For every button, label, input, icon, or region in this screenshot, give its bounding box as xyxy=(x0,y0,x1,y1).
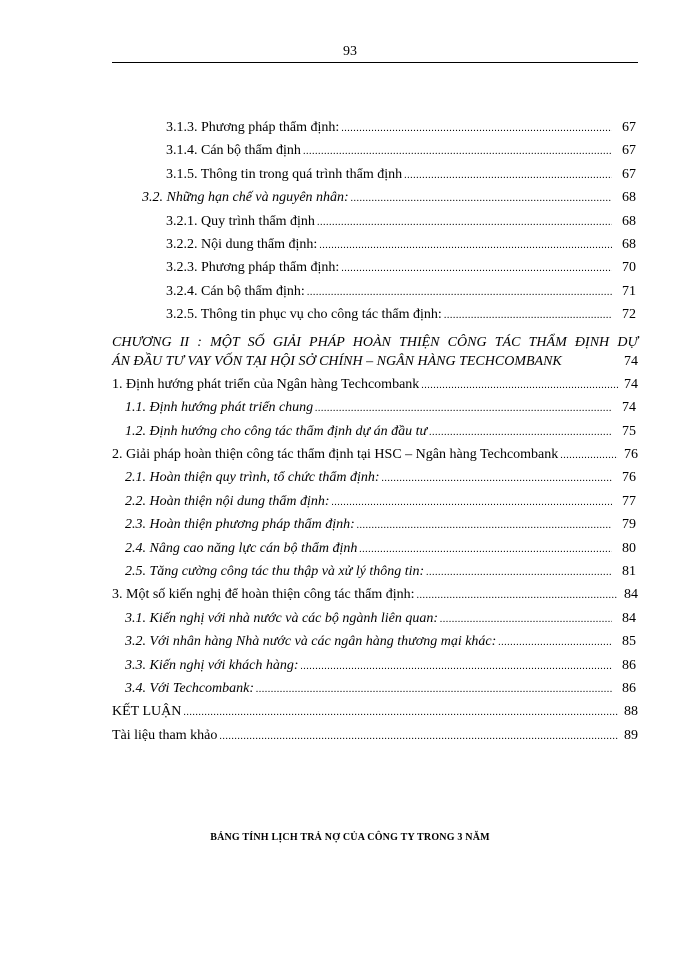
toc-entry-label: 2.5. Tăng cường công tác thu thập và xử lý thông tin: xyxy=(125,564,425,580)
dot-leader xyxy=(444,310,612,321)
toc-entry-label: 3.2.5. Thông tin phục vụ cho công tác thẩm định: xyxy=(166,307,442,323)
dot-leader xyxy=(303,146,612,157)
toc-entry-3-2-1[interactable] xyxy=(112,214,638,237)
toc-entry-label: 2.4. Nâng cao năng lực cán bộ thẩm định xyxy=(125,540,358,556)
toc-entry-label: 3.2.4. Cán bộ thẩm định: xyxy=(166,283,305,299)
toc-entry-page: 74 xyxy=(624,376,638,392)
toc-entry-label: 2.3. Hoàn thiện phương pháp thẩm định: xyxy=(125,517,355,533)
dot-leader xyxy=(417,590,618,601)
toc-entry-3-2-2[interactable] xyxy=(112,237,638,260)
toc-entry-label: 1. Định hướng phát triển của Ngân hàng Techcombank xyxy=(112,376,420,392)
toc-entry-3-4[interactable] xyxy=(112,681,638,704)
dot-leader xyxy=(560,450,618,461)
toc-entry-page: 80 xyxy=(622,540,636,556)
toc-entry-label: 3.1.4. Cán bộ thẩm định xyxy=(166,143,301,159)
toc-entry-page: 74 xyxy=(624,353,638,369)
toc-entry-1-1[interactable] xyxy=(112,400,638,423)
dot-leader xyxy=(421,380,618,391)
dot-leader xyxy=(341,123,612,134)
toc-entry-3-2-4[interactable] xyxy=(112,284,638,307)
toc-entry-label: 3.1.5. Thông tin trong quá trình thẩm định xyxy=(166,166,403,182)
toc-entry-page: 81 xyxy=(622,564,636,580)
toc-entry-conclusion[interactable] xyxy=(112,704,638,727)
toc-entry-label: 3.1.3. Phương pháp thẩm định: xyxy=(166,120,340,135)
dot-leader xyxy=(219,731,618,742)
toc-entry-2-3[interactable] xyxy=(112,517,638,540)
toc-entry-label: KẾT LUẬN xyxy=(112,704,182,720)
chapter-title-line-1: CHƯƠNG II : MỘT SỐ GIẢI PHÁP HOÀN THIỆN CÔNG TÁC THẨM ĐỊNH DỰ xyxy=(112,334,638,350)
toc-entry-3-2-5[interactable] xyxy=(112,307,638,330)
toc-entry-3-2[interactable] xyxy=(112,190,638,213)
toc-entry-chapter-2[interactable] xyxy=(112,331,638,377)
dot-leader xyxy=(256,684,612,695)
toc-entry-label: 3.2.1. Quy trình thẩm định xyxy=(166,213,315,229)
toc-entry-label: 3.3. Kiến nghị với khách hàng: xyxy=(125,657,299,673)
header-rule xyxy=(112,62,638,63)
toc-entry-2-4[interactable] xyxy=(112,541,638,564)
toc-entry-page: 74 xyxy=(622,400,636,416)
toc-entry-label: Tài liệu tham khảo xyxy=(112,727,218,743)
toc-entry-page: 76 xyxy=(622,470,636,486)
toc-entry-3-1-3[interactable] xyxy=(112,120,638,143)
toc-entry-label: 2.1. Hoàn thiện quy trình, tổ chức thẩm định: xyxy=(125,470,380,486)
dot-leader xyxy=(332,497,612,508)
toc-entry-page: 68 xyxy=(622,190,636,206)
toc-entry-page: 77 xyxy=(622,493,636,509)
toc-entry-3-1-4[interactable] xyxy=(112,143,638,166)
dot-leader xyxy=(404,170,612,181)
toc-entry-3-1[interactable] xyxy=(112,611,638,634)
toc-entry-page: 79 xyxy=(622,517,636,533)
toc-entry-page: 86 xyxy=(622,680,636,696)
toc-entry-label: 3.2.2. Nội dung thẩm định: xyxy=(166,236,318,252)
toc-entry-label: 3.1. Kiến nghị với nhà nước và các bộ ngành liên quan: xyxy=(125,610,439,626)
dot-leader xyxy=(359,544,612,555)
toc-entry-3-2-3[interactable] xyxy=(112,260,638,283)
toc-entry-page: 67 xyxy=(622,143,636,159)
dot-leader xyxy=(440,614,612,625)
toc-entry-page: 72 xyxy=(622,307,636,323)
toc-entry-page: 75 xyxy=(622,423,636,439)
dot-leader xyxy=(301,661,613,672)
dot-leader xyxy=(429,427,612,438)
toc-entry-page: 88 xyxy=(624,704,638,720)
toc-entry-label: 3.2. Những hạn chế và nguyên nhân: xyxy=(142,190,349,206)
toc-entry-3-3[interactable] xyxy=(112,658,638,681)
table-of-contents xyxy=(112,120,638,751)
dot-leader xyxy=(341,263,612,274)
toc-entry-page: 70 xyxy=(622,260,636,276)
dot-leader xyxy=(498,637,612,648)
toc-entry-section-3[interactable] xyxy=(112,587,638,610)
table-caption: BẢNG TÍNH LỊCH TRẢ NỢ CỦA CÔNG TY TRONG 3 NĂM xyxy=(210,832,490,843)
toc-entry-section-2[interactable] xyxy=(112,447,638,470)
toc-entry-label: 1.2. Định hướng cho công tác thẩm định dự án đầu tư xyxy=(125,423,428,439)
dot-leader xyxy=(315,403,612,414)
toc-entry-page: 67 xyxy=(622,166,636,182)
dot-leader xyxy=(382,473,612,484)
toc-entry-label: 3. Một số kiến nghị để hoàn thiện công tác thẩm định: xyxy=(112,587,415,603)
toc-entry-page: 85 xyxy=(622,634,636,650)
toc-entry-page: 86 xyxy=(622,657,636,673)
toc-entry-label: 2. Giải pháp hoàn thiện công tác thẩm định tại HSC – Ngân hàng Techcombank xyxy=(112,447,559,463)
toc-entry-1-2[interactable] xyxy=(112,424,638,447)
toc-entry-label: 2.2. Hoàn thiện nội dung thẩm định: xyxy=(125,493,330,509)
dot-leader xyxy=(307,287,612,298)
dot-leader xyxy=(183,707,618,718)
toc-entry-label: 1.1. Định hướng phát triển chung xyxy=(125,400,314,416)
dot-leader xyxy=(426,567,612,578)
page-number: 93 xyxy=(343,44,357,59)
dot-leader xyxy=(317,217,612,228)
chapter-title-line-2: ÁN ĐẦU TƯ VAY VỐN TẠI HỘI SỞ CHÍNH – NGÂN HÀNG TECHCOMBANK xyxy=(112,353,562,369)
toc-entry-label: 3.4. Với Techcombank: xyxy=(125,680,255,696)
toc-entry-label: 3.2.3. Phương pháp thẩm định: xyxy=(166,260,340,276)
toc-entry-section-1[interactable] xyxy=(112,377,638,400)
toc-entry-page: 68 xyxy=(622,213,636,229)
toc-entry-2-5[interactable] xyxy=(112,564,638,587)
toc-entry-3-2b[interactable] xyxy=(112,634,638,657)
toc-entry-2-2[interactable] xyxy=(112,494,638,517)
toc-entry-page: 67 xyxy=(622,120,636,135)
dot-leader xyxy=(357,520,612,531)
toc-entry-page: 84 xyxy=(624,587,638,603)
toc-entry-page: 76 xyxy=(624,447,638,463)
toc-entry-page: 71 xyxy=(622,283,636,299)
toc-entry-2-1[interactable] xyxy=(112,470,638,493)
dot-leader xyxy=(319,240,612,251)
toc-entry-3-1-5[interactable] xyxy=(112,167,638,190)
toc-entry-page: 89 xyxy=(624,727,638,743)
toc-entry-references[interactable] xyxy=(112,728,638,751)
toc-entry-page: 84 xyxy=(622,610,636,626)
toc-entry-label: 3.2. Với nhân hàng Nhà nước và các ngân hàng thương mại khác: xyxy=(125,634,497,650)
dot-leader xyxy=(351,193,612,204)
toc-entry-page: 68 xyxy=(622,236,636,252)
